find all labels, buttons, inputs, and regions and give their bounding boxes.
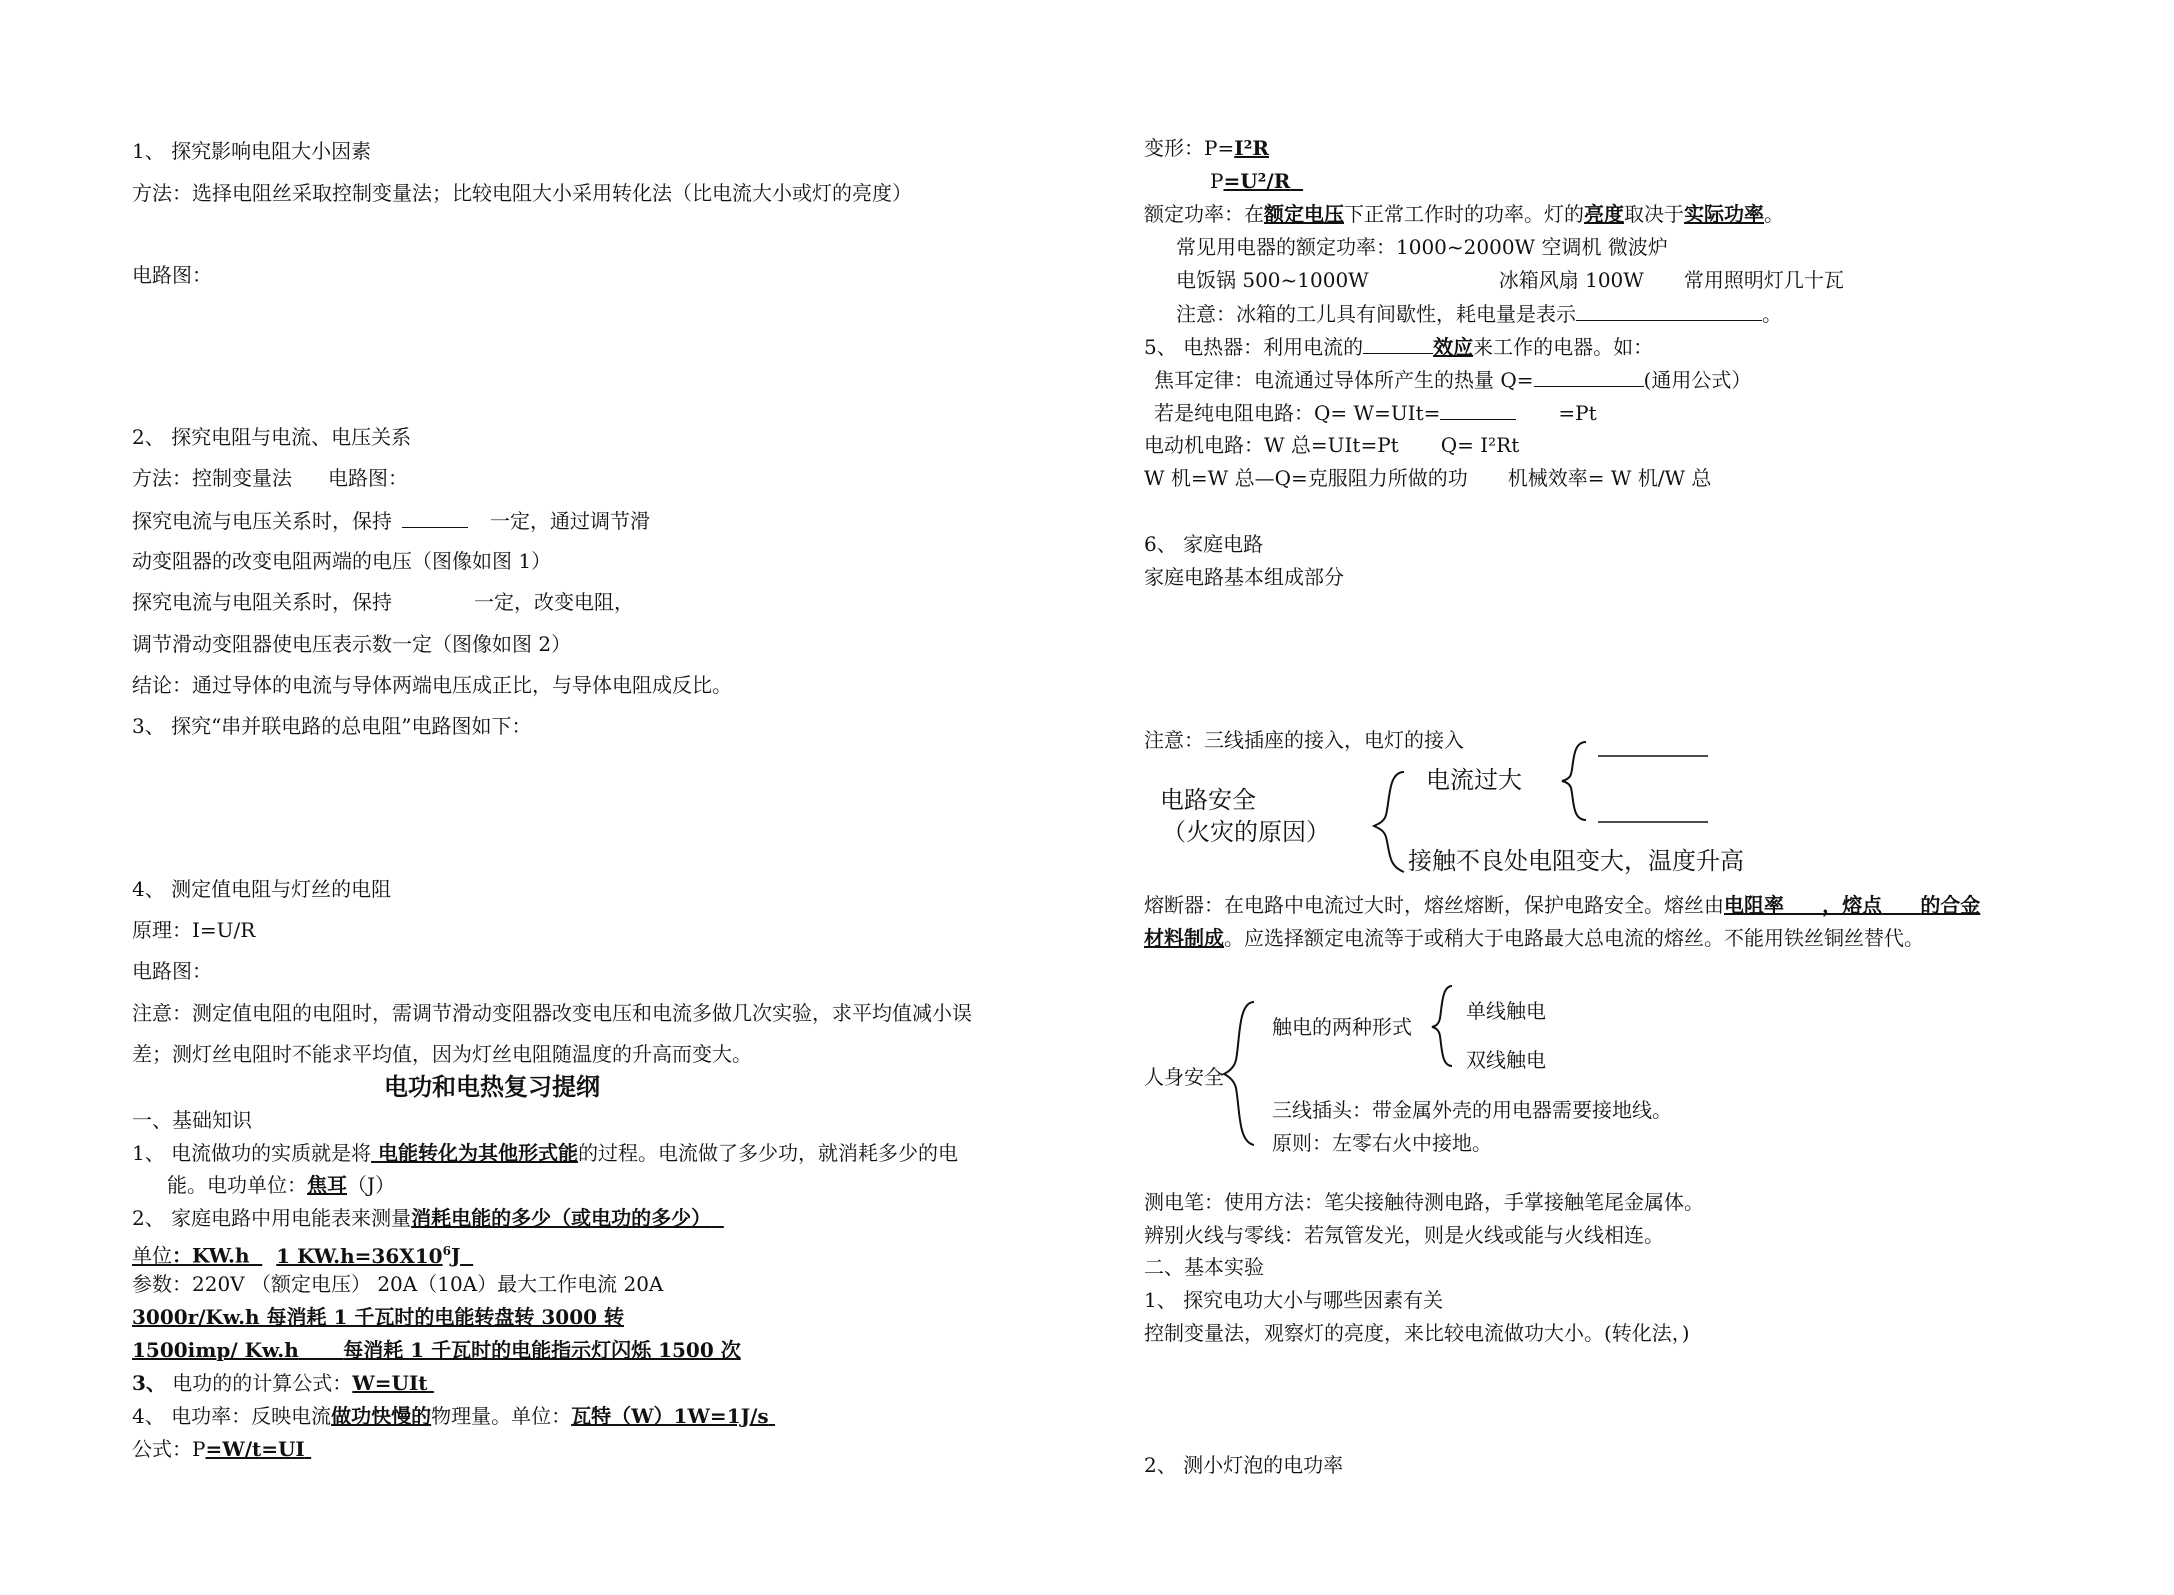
rated-e: 取决于 [1624, 202, 1684, 226]
common-2c: 常用照明灯几十瓦 [1683, 268, 1844, 292]
joule-a: 焦耳定律：电流通过导体所产生的热量 Q= [1154, 368, 1534, 392]
joule-b: (通用公式） [1643, 368, 1752, 392]
rated-d: 亮度 [1584, 202, 1624, 226]
fire-cause: （火灾的原因） [1162, 818, 1330, 846]
k2-a: 2、 家庭电路中用电能表来测量 [132, 1206, 412, 1230]
k4-d: 瓦特（W）1W=1J/s [571, 1404, 769, 1428]
s1-circuit-label: 电路图： [132, 263, 212, 287]
motor-1a: 电动机电路：W 总=UIt=Pt [1144, 433, 1399, 457]
k1-e: 焦耳 [307, 1173, 347, 1197]
fuse-2 [1144, 925, 1924, 951]
unit-value: ：KW.h [172, 1243, 250, 1268]
k1-d: 能。电功单位： [167, 1173, 307, 1197]
double-line-shock: 双线触电 [1466, 1048, 1546, 1072]
s2-line2: 动变阻器的改变电阻两端的电压（图像如图 1） [132, 549, 552, 573]
rated-c: 下正常工作时的功率。灯的 [1344, 202, 1584, 226]
s1-method: 方法：选择电阻丝采取控制变量法；比较电阻大小采用转化法（比电流大小或灯的亮度） [132, 181, 912, 205]
personal-safety: 人身安全 [1144, 1065, 1224, 1089]
three-plug: 三线插头：带金属外壳的用电器需要接地线。 [1272, 1098, 1672, 1122]
brace-overcurrent [1562, 742, 1586, 820]
common-2a: 电饭锅 500~1000W [1176, 268, 1369, 292]
s1-title: 1、 探究影响电阻大小因素 [132, 139, 372, 163]
formula-a: 公式：P [132, 1437, 206, 1461]
fuse-2a: 材料制成 [1144, 926, 1224, 950]
k4-a: 4、 电功率：反映电流 [132, 1404, 332, 1428]
k4-c: 物理量。单位： [431, 1404, 572, 1428]
s2-method: 方法：控制变量法 [132, 466, 292, 490]
pure-a: 若是纯电阻电路：Q= W=UIt= [1154, 401, 1441, 425]
tester-1: 测电笔：使用方法：笔尖接触待测电路，手掌接触笔尾金属体。 [1144, 1190, 1704, 1214]
rated-f: 实际功率 [1684, 202, 1764, 226]
single-line-shock: 单线触电 [1466, 999, 1546, 1023]
k1-a: 1、 电流做功的实质就是将 [132, 1141, 372, 1165]
s6-title: 6、 家庭电路 [1144, 532, 1264, 556]
s2-line3-b: 一定，改变电阻， [474, 590, 634, 614]
s3-title: 3、 探究“串并联电路的总电阻”电路图如下： [132, 714, 532, 738]
s5-a: 5、 电热器：利用电流的 [1144, 335, 1364, 359]
s6-sub: 家庭电路基本组成部分 [1144, 565, 1344, 589]
variant-2: =U²/R [1223, 169, 1291, 193]
imp1500-a: 1500imp/ Kw.h [132, 1338, 299, 1362]
rated-a: 额定功率：在 [1144, 202, 1264, 226]
s2-circuit-label: 电路图： [328, 466, 408, 490]
s2-line1-b: 一定，通过调节滑 [490, 509, 650, 533]
s2-line3-a: 探究电流与电阻关系时，保持 [132, 590, 392, 614]
variant-2-p: P [1210, 169, 1224, 193]
k1-c: 的过程。电流做了多少功，就消耗多少的电 [578, 1141, 959, 1165]
note-socket: 注意：三线插座的接入，电灯的接入 [1144, 728, 1464, 752]
s4-note-1: 注意：测定值电阻的电阻时，需调节滑动变阻器改变电压和电流多做几次实验，求平均值减小误 [132, 1001, 972, 1025]
k4-b: 做功快慢的 [331, 1404, 432, 1428]
unit-exponent: 6 [442, 1244, 451, 1258]
s5-c: 来工作的电器。如： [1473, 335, 1654, 359]
motor-2a: W 机=W 总—Q=克服阻力所做的功 [1144, 466, 1468, 490]
note-fridge-text: 注意：冰箱的工儿具有间歇性，耗电量是表示 [1176, 302, 1576, 326]
tester-2: 辨别火线与零线：若氖管发光，则是火线或能与火线相连。 [1144, 1223, 1664, 1247]
s4-circuit-label: 电路图： [132, 959, 212, 983]
k3-c: W=UIt [352, 1371, 428, 1395]
overcurrent: 电流过大 [1426, 766, 1522, 794]
k3-b: 电功的的计算公式： [165, 1371, 353, 1395]
imp1500-b: 每消耗 1 千瓦时的电能指示灯闪烁 1500 次 [343, 1338, 741, 1362]
exp-1: 1、 探究电功大小与哪些因素有关 [1144, 1288, 1444, 1312]
rated-g: 。 [1764, 202, 1784, 226]
k2-b: 消耗电能的多少（或电功的多少） [411, 1206, 712, 1230]
s4-title: 4、 测定值电阻与灯丝的电阻 [132, 877, 392, 901]
formula-b: =W/t=UI [205, 1437, 305, 1461]
k1-f: （J） [347, 1173, 396, 1197]
k3-a: 3、 [132, 1371, 166, 1395]
s2-line4: 调节滑动变阻器使电压表示数一定（图像如图 2） [132, 632, 572, 656]
motor-2b: 机械效率= W 机/W 总 [1507, 466, 1712, 490]
fuse-2b: 。应选择额定电流等于或稍大于电路最大总电流的熔丝。不能用铁丝铜丝替代。 [1224, 926, 1924, 950]
variant-1: I²R [1234, 136, 1269, 160]
s2-line1-a: 探究电流与电压关系时，保持 [132, 509, 392, 533]
fuse-1a: 熔断器：在电路中电流过大时，熔丝熔断，保护电路安全。熔丝由 [1144, 893, 1724, 917]
s5-b: 效应 [1433, 335, 1474, 359]
brace-safety [1374, 772, 1404, 872]
basic-experiments: 二、基本实验 [1144, 1255, 1264, 1279]
rated-b: 额定电压 [1264, 202, 1344, 226]
page-heading: 电功和电热复习提纲 [384, 1072, 600, 1101]
variant-label: 变形：P= [1144, 136, 1235, 160]
params: 参数：220V （额定电压） 20A（10A）最大工作电流 20A [132, 1272, 664, 1296]
unit-label: 单位 [132, 1243, 172, 1268]
unit-equation: 1 KW.h=36X10 [276, 1243, 443, 1268]
k1-b: 电能转化为其他形式能 [371, 1141, 579, 1165]
motor-1b: Q= I²Rt [1440, 433, 1520, 457]
fuse-1b: 电阻率 [1724, 893, 1784, 917]
basic-knowledge: 一、基础知识 [132, 1108, 252, 1132]
exp-2: 2、 测小灯泡的电功率 [1144, 1453, 1344, 1477]
wiring-principle: 原则：左零右火中接地。 [1272, 1131, 1492, 1155]
fuse-1 [1144, 892, 1980, 918]
s2-title: 2、 探究电阻与电流、电压关系 [132, 425, 412, 449]
circuit-safety: 电路安全 [1160, 786, 1256, 814]
pure-b: =Pt [1558, 401, 1597, 425]
fuse-1d: 的合金 [1920, 893, 1981, 917]
s2-conclusion: 结论：通过导体的电流与导体两端电压成正比，与导体电阻成反比。 [132, 673, 732, 697]
fuse-1c: ，熔点 [1822, 893, 1883, 917]
note-fridge-end: 。 [1762, 302, 1782, 326]
exp-1-method: 控制变量法，观察灯的亮度，来比较电流做功大小。(转化法，) [1144, 1321, 1690, 1345]
bad-contact: 接触不良处电阻变大，温度升高 [1408, 847, 1744, 875]
r3000-line: 3000r/Kw.h 每消耗 1 千瓦时的电能转盘转 3000 转 [132, 1305, 624, 1329]
common-1: 常见用电器的额定功率：1000~2000W 空调机 微波炉 [1176, 235, 1668, 259]
brace-shock [1432, 986, 1452, 1066]
shock-forms: 触电的两种形式 [1272, 1015, 1412, 1039]
s4-principle: 原理：I=U/R [132, 918, 256, 942]
unit-joule: J [450, 1243, 461, 1268]
brace-personal [1224, 1002, 1254, 1145]
common-2b: 冰箱风扇 100W [1498, 268, 1644, 292]
s4-note-2: 差；测灯丝电阻时不能求平均值，因为灯丝电阻随温度的升高而变大。 [132, 1042, 752, 1066]
